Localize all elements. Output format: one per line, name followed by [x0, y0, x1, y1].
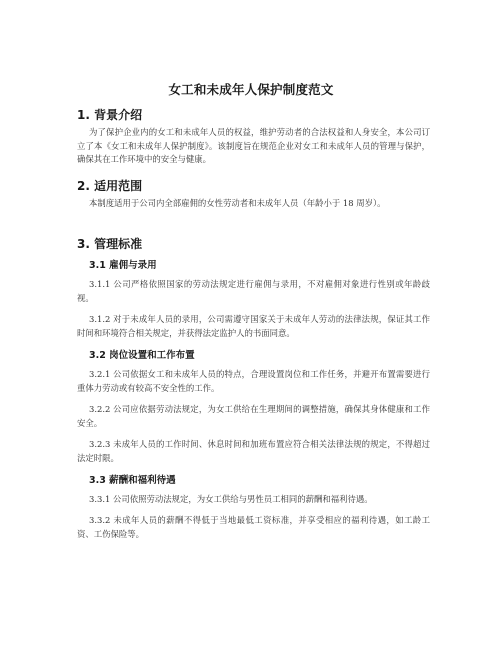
- subsection-heading-salary: 3.3 薪酬和福利待遇: [89, 475, 176, 486]
- paragraph-background: 为了保护企业内的女工和未成年人员的权益，维护劳动者的合法权益和人身安全，本公司订立了本《女工和未成年人保护制度》。该制度旨在规范企业对女工和未成年人员的管理与保护，确保其在工作环境中的安全与健康。: [77, 127, 430, 164]
- clause-3-1-1: 3.1.1 公司严格依照国家的劳动法规定进行雇佣与录用，不对雇佣对象进行性别或年龄歧视。: [77, 279, 430, 303]
- section-heading-scope: 2. 适用范围: [77, 179, 143, 193]
- section-heading-management: 3. 管理标准: [77, 237, 143, 251]
- document-title: 女工和未成年人保护制度范文: [168, 82, 334, 97]
- clause-3-3-2: 3.3.2 未成年人员的薪酬不得低于当地最低工资标准，并享受相应的福利待遇，如工龄工资、工伤保险等。: [77, 515, 430, 539]
- clause-3-2-2: 3.2.2 公司应依据劳动法规定，为女工供给在生理期间的调整措施，确保其身体健康和工作安全。: [77, 404, 430, 428]
- clause-3-2-1: 3.2.1 公司依据女工和未成年人员的特点，合理设置岗位和工作任务，并避开布置需要进行重体力劳动或有较高不安全性的工作。: [77, 369, 430, 393]
- paragraph-scope: 本制度适用于公司内全部雇佣的女性劳动者和未成年人员（年龄小于 18 周岁）。: [89, 198, 386, 208]
- subsection-heading-employment: 3.1 雇佣与录用: [89, 260, 157, 271]
- section-heading-background: 1. 背景介绍: [77, 108, 143, 122]
- clause-3-1-2: 3.1.2 对于未成年人员的录用，公司需遵守国家关于未成年人劳动的法律法规，保证其工作时间和环境符合相关规定，并获得法定监护人的书面同意。: [77, 314, 430, 338]
- clause-3-3-1: 3.3.1 公司依照劳动法规定，为女工供给与男性员工相同的薪酬和福利待遇。: [89, 494, 373, 504]
- clause-3-2-3: 3.2.3 未成年人员的工作时间、休息时间和加班布置应符合相关法律法规的规定，不得超过法定时限。: [77, 439, 430, 463]
- subsection-heading-positions: 3.2 岗位设置和工作布置: [89, 350, 195, 361]
